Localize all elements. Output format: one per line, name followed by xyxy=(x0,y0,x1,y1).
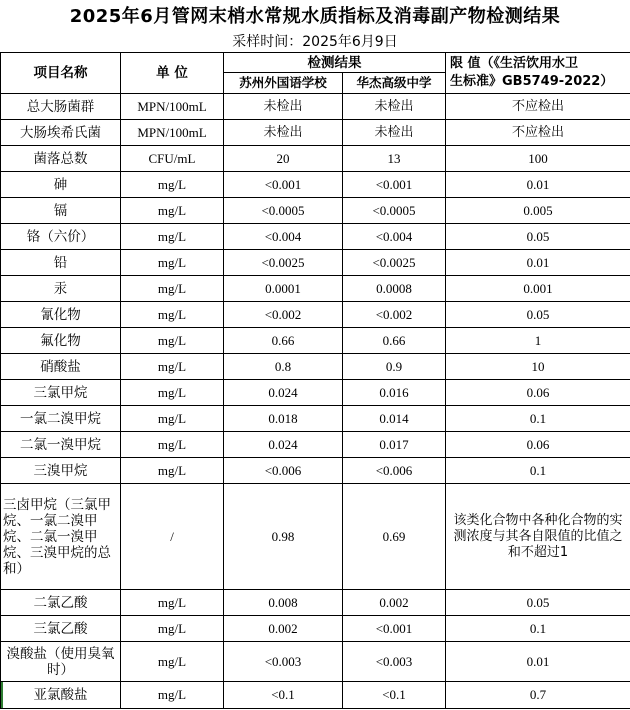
header-results: 检测结果 xyxy=(224,53,446,73)
site-1-value-cell: 0.002 xyxy=(224,616,343,642)
header-site-2: 华杰高级中学 xyxy=(343,73,446,94)
site-1-value-cell: 20 xyxy=(224,146,343,172)
item-name-cell: 铬（六价） xyxy=(1,224,121,250)
unit-cell: mg/L xyxy=(121,250,224,276)
limit-value-cell: 该类化合物中各种化合物的实测浓度与其各自限值的比值之和不超过1 xyxy=(446,484,630,590)
site-1-value-cell: 0.018 xyxy=(224,406,343,432)
site-2-value-cell: 0.002 xyxy=(343,590,446,616)
site-1-value-cell: 0.0001 xyxy=(224,276,343,302)
table-row xyxy=(1,682,630,709)
unit-cell: mg/L xyxy=(121,328,224,354)
site-2-value-cell: 0.9 xyxy=(343,354,446,380)
header-limit-line1: 限 值（《生活饮用水卫 xyxy=(450,56,579,71)
item-name-cell: 一氯二溴甲烷 xyxy=(1,406,121,432)
item-name-cell: 菌落总数 xyxy=(1,146,121,172)
item-name-cell: 三溴甲烷 xyxy=(1,458,121,484)
site-2-value-cell: 0.0008 xyxy=(343,276,446,302)
limit-value-cell: 0.1 xyxy=(446,406,630,432)
site-2-value-cell: 未检出 xyxy=(343,120,446,146)
site-1-value-cell: 0.024 xyxy=(224,432,343,458)
site-2-value-cell: <0.002 xyxy=(343,302,446,328)
site-1-value-cell: <0.006 xyxy=(224,458,343,484)
unit-cell: CFU/mL xyxy=(121,146,224,172)
site-2-value-cell: <0.006 xyxy=(343,458,446,484)
site-1-value-cell: 0.66 xyxy=(224,328,343,354)
limit-value-cell: 0.005 xyxy=(446,198,630,224)
site-1-value-cell: 0.008 xyxy=(224,590,343,616)
limit-value-cell: 0.01 xyxy=(446,172,630,198)
results-table xyxy=(0,52,630,709)
item-name-cell: 亚氯酸盐 xyxy=(1,682,121,709)
unit-cell: mg/L xyxy=(121,302,224,328)
table-row xyxy=(1,406,630,432)
site-1-value-cell: <0.0005 xyxy=(224,198,343,224)
site-2-value-cell: 0.016 xyxy=(343,380,446,406)
limit-value-cell: 0.001 xyxy=(446,276,630,302)
table-row xyxy=(1,146,630,172)
site-1-value-cell: <0.0025 xyxy=(224,250,343,276)
site-1-value-cell: 未检出 xyxy=(224,120,343,146)
item-name-cell: 氟化物 xyxy=(1,328,121,354)
header-unit: 单 位 xyxy=(121,53,224,94)
item-name-cell: 三氯乙酸 xyxy=(1,616,121,642)
header-limit xyxy=(446,53,630,94)
limit-value-cell: 0.05 xyxy=(446,224,630,250)
site-1-value-cell: <0.001 xyxy=(224,172,343,198)
limit-value-cell: 0.01 xyxy=(446,250,630,276)
limit-value-cell: 0.01 xyxy=(446,642,630,682)
table-row xyxy=(1,590,630,616)
item-name-cell: 镉 xyxy=(1,198,121,224)
unit-cell: mg/L xyxy=(121,458,224,484)
table-row xyxy=(1,302,630,328)
unit-cell: mg/L xyxy=(121,406,224,432)
table-row xyxy=(1,458,630,484)
unit-cell: mg/L xyxy=(121,682,224,709)
site-2-value-cell: <0.004 xyxy=(343,224,446,250)
table-row xyxy=(1,484,630,590)
header-site-1: 苏州外国语学校 xyxy=(224,73,343,94)
unit-cell: mg/L xyxy=(121,590,224,616)
unit-cell: mg/L xyxy=(121,276,224,302)
header-limit-line2: 生标准》GB5749-2022） xyxy=(450,74,614,89)
site-1-value-cell: 未检出 xyxy=(224,94,343,120)
site-1-value-cell: 0.024 xyxy=(224,380,343,406)
item-name-cell: 硝酸盐 xyxy=(1,354,121,380)
table-row xyxy=(1,276,630,302)
table-row xyxy=(1,432,630,458)
unit-cell: mg/L xyxy=(121,432,224,458)
header-item-name: 项目名称 xyxy=(1,53,121,94)
site-1-value-cell: <0.003 xyxy=(224,642,343,682)
unit-cell: mg/L xyxy=(121,198,224,224)
site-2-value-cell: <0.0005 xyxy=(343,198,446,224)
site-2-value-cell: <0.003 xyxy=(343,642,446,682)
report-title: 2025年6月管网末梢水常规水质指标及消毒副产物检测结果 xyxy=(69,6,561,27)
item-name-cell: 汞 xyxy=(1,276,121,302)
site-2-value-cell: <0.001 xyxy=(343,172,446,198)
table-row xyxy=(1,380,630,406)
item-name-cell: 砷 xyxy=(1,172,121,198)
table-row xyxy=(1,224,630,250)
limit-value-cell: 0.1 xyxy=(446,616,630,642)
table-row xyxy=(1,354,630,380)
unit-cell: mg/L xyxy=(121,380,224,406)
unit-cell: MPN/100mL xyxy=(121,94,224,120)
limit-value-cell: 0.1 xyxy=(446,458,630,484)
site-2-value-cell: <0.1 xyxy=(343,682,446,709)
table-row xyxy=(1,642,630,682)
site-2-value-cell: 0.66 xyxy=(343,328,446,354)
limit-value-cell: 100 xyxy=(446,146,630,172)
limit-value-cell: 1 xyxy=(446,328,630,354)
item-name-cell: 溴酸盐（使用臭氧时） xyxy=(1,642,121,682)
limit-value-cell: 0.06 xyxy=(446,380,630,406)
unit-cell: / xyxy=(121,484,224,590)
item-name-cell: 三氯甲烷 xyxy=(1,380,121,406)
site-1-value-cell: <0.002 xyxy=(224,302,343,328)
table-row xyxy=(1,198,630,224)
site-1-value-cell: <0.004 xyxy=(224,224,343,250)
item-name-cell: 二氯乙酸 xyxy=(1,590,121,616)
table-row xyxy=(1,616,630,642)
unit-cell: mg/L xyxy=(121,616,224,642)
site-2-value-cell: 0.017 xyxy=(343,432,446,458)
site-1-value-cell: <0.1 xyxy=(224,682,343,709)
site-2-value-cell: <0.0025 xyxy=(343,250,446,276)
item-name-cell: 大肠埃希氏菌 xyxy=(1,120,121,146)
item-name-cell: 二氯一溴甲烷 xyxy=(1,432,121,458)
unit-cell: MPN/100mL xyxy=(121,120,224,146)
item-name-cell: 总大肠菌群 xyxy=(1,94,121,120)
limit-value-cell: 0.7 xyxy=(446,682,630,709)
site-1-value-cell: 0.98 xyxy=(224,484,343,590)
limit-value-cell: 0.06 xyxy=(446,432,630,458)
site-1-value-cell: 0.8 xyxy=(224,354,343,380)
site-2-value-cell: 0.69 xyxy=(343,484,446,590)
limit-value-cell: 0.05 xyxy=(446,302,630,328)
table-row xyxy=(1,250,630,276)
item-name-cell: 三卤甲烷（三氯甲烷、一氯二溴甲烷、二氯一溴甲烷、三溴甲烷的总和） xyxy=(1,484,121,590)
unit-cell: mg/L xyxy=(121,642,224,682)
item-name-cell: 氰化物 xyxy=(1,302,121,328)
limit-value-cell: 10 xyxy=(446,354,630,380)
table-row xyxy=(1,172,630,198)
table-row xyxy=(1,328,630,354)
unit-cell: mg/L xyxy=(121,172,224,198)
sampling-date: 采样时间：2025年6月9日 xyxy=(232,34,398,50)
unit-cell: mg/L xyxy=(121,354,224,380)
limit-value-cell: 不应检出 xyxy=(446,94,630,120)
site-2-value-cell: 未检出 xyxy=(343,94,446,120)
table-row xyxy=(1,120,630,146)
limit-value-cell: 0.05 xyxy=(446,590,630,616)
table-row xyxy=(1,94,630,120)
site-2-value-cell: 0.014 xyxy=(343,406,446,432)
item-name-cell: 铅 xyxy=(1,250,121,276)
site-2-value-cell: 13 xyxy=(343,146,446,172)
unit-cell: mg/L xyxy=(121,224,224,250)
site-2-value-cell: <0.001 xyxy=(343,616,446,642)
limit-value-cell: 不应检出 xyxy=(446,120,630,146)
